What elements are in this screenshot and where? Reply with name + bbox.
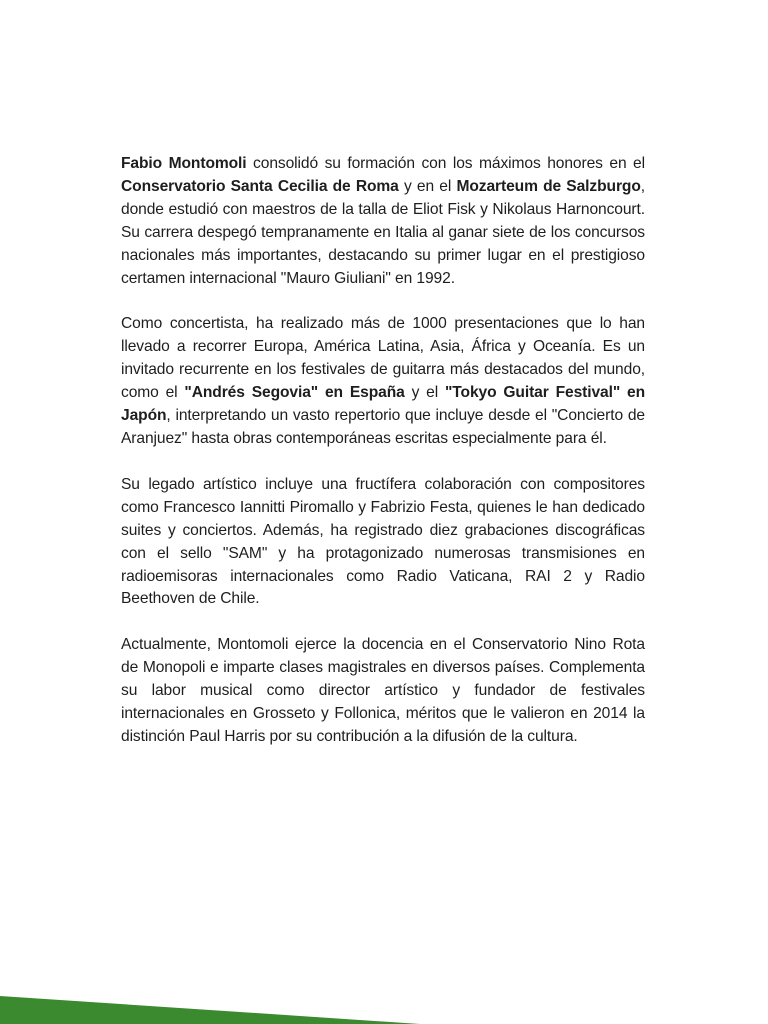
text-segment: , donde estudió con maestros de la talla de Eliot Fisk y Nikolaus Harnoncourt. Su carrera despegó tempranamente en Italia al ganar siete de los concursos nacionales más importantes, destacando su primer lugar en el prestigioso certamen internacional "Mauro Giuliani" en 1992.: [121, 177, 645, 287]
text-segment: y en el: [398, 177, 457, 195]
footer-decoration: [0, 964, 768, 1024]
paragraph-formation: [121, 153, 645, 290]
text-segment: y el: [404, 384, 445, 402]
text-segment: , interpretando un vasto repertorio que incluye desde el "Concierto de Aranjuez" hasta obras contemporáneas escritas especialmente para él.: [121, 407, 645, 447]
paragraph-legacy: [121, 474, 645, 611]
bold-segovia-festival: "Andrés Segovia" en España: [184, 384, 405, 402]
text-segment: consolidó su formación con los máximos honores en el: [246, 155, 645, 172]
text-segment: Actualmente, Montomoli ejerce la docencia en el Conservatorio Nino Rota de Monopoli e imparte clases magistrales en diversos países. Complementa su labor musical como director artístico y fundador de festivales internacionales en Grosseto y Follonica, méritos que le valieron en 2014 la distinción Paul Harris por su contribución a la difusión de la cultura.: [121, 636, 645, 745]
text-segment: Como concertista, ha realizado más de 1000 presentaciones que lo han llevado a recorrer Europa, América Latina, Asia, África y Oceanía. Es un invitado recurrente en los festivales de guitarra más destacados del mundo, como el: [121, 315, 645, 402]
bold-name: Fabio Montomoli: [121, 155, 247, 172]
bold-conservatory-rome: Conservatorio Santa Cecilia de Roma: [121, 177, 399, 195]
bold-mozarteum: Mozarteum de Salzburgo: [456, 177, 641, 195]
paragraph-concerts: [121, 313, 645, 450]
bold-tokyo-festival: "Tokyo Guitar Festival" en Japón: [121, 384, 645, 425]
paragraph-teaching: [121, 634, 645, 749]
text-segment: Su legado artístico incluye una fructífera colaboración con compositores como Francesco Iannitti Piromallo y Fabrizio Festa, quienes le han dedicado suites y conciertos. Además, ha registrado diez grabaciones discográficas con el sello "SAM" y ha protagonizado numerosas transmisiones en radioemisoras internacionales como Radio Vaticana, RAI 2 y Radio Beethoven de Chile.: [121, 475, 645, 608]
biography-text: [121, 153, 645, 772]
green-wedge: [0, 996, 420, 1024]
